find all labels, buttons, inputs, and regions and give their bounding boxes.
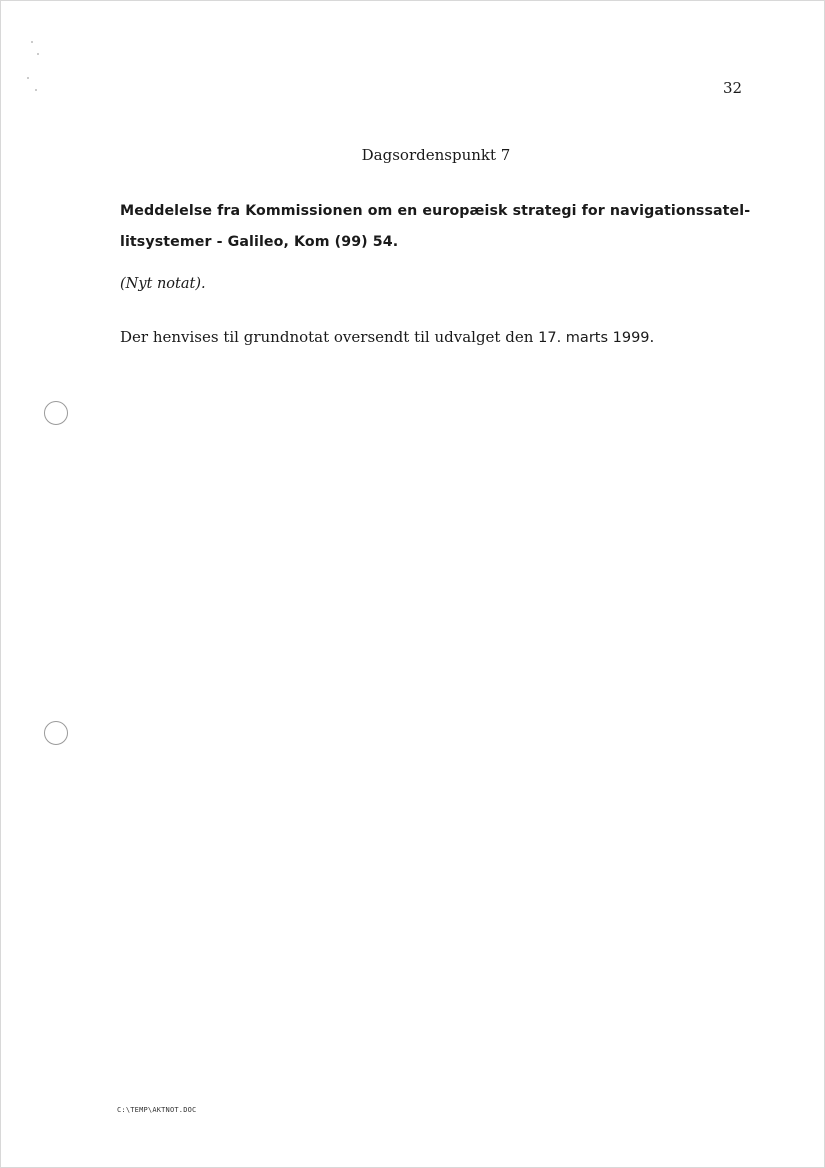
body-date: 17. marts 1999	[538, 330, 650, 346]
scan-speck	[35, 89, 37, 91]
agenda-heading: Dagsordenspunkt 7	[361, 146, 511, 164]
body-text-suffix: .	[649, 328, 655, 346]
body-text-prefix: Der henvises til grundnotat oversendt til udvalget den	[120, 328, 539, 346]
scan-speck	[27, 77, 29, 79]
scan-speck	[31, 41, 33, 43]
note-label: (Nyt notat).	[120, 276, 206, 292]
title-line-2: litsystemer - Galileo, Kom (99) 54.	[120, 234, 399, 250]
title-line-1: Meddelelse fra Kommissionen om en europæisk strategi for navigationssatel-	[120, 203, 751, 219]
document-title	[120, 196, 760, 258]
punch-hole-icon	[44, 401, 68, 425]
scan-speck	[37, 53, 39, 55]
punch-hole-icon	[44, 721, 68, 745]
body-paragraph	[120, 328, 654, 346]
page-number: 32	[723, 79, 743, 97]
footer-file-path: C:\TEMP\AKTNOT.DOC	[117, 1106, 197, 1114]
